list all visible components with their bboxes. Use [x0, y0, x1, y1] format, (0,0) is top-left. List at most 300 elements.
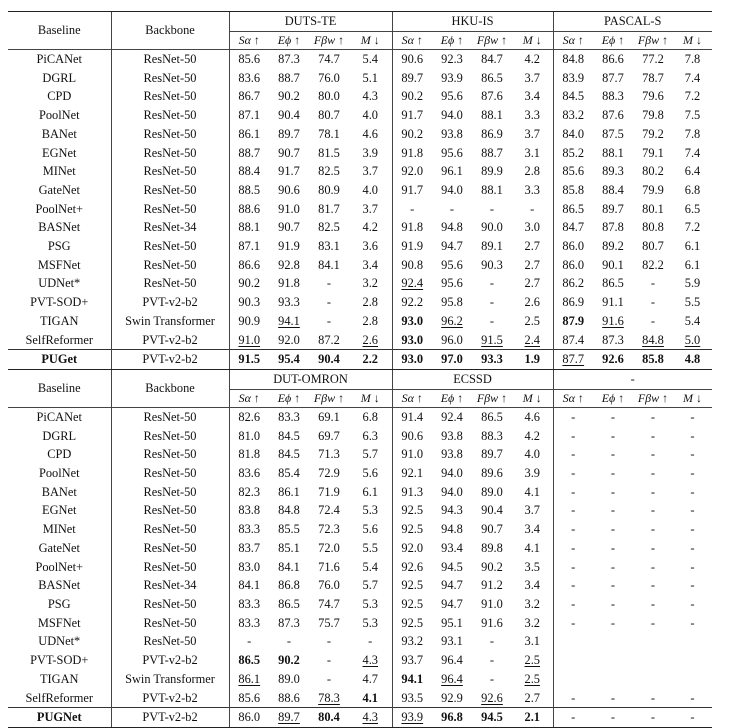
metric-value: 6.8 — [349, 407, 392, 426]
metric-label: Sα ↑ — [553, 389, 593, 407]
metric-value: 91.0 — [481, 596, 503, 611]
metric-value: 84.1 — [229, 576, 269, 595]
method-name: PSG — [47, 239, 71, 254]
metric-value: 90.2 — [481, 559, 503, 574]
metric-value: - — [229, 632, 269, 651]
metric-value: 5.0 — [684, 332, 701, 347]
metric-value: 84.7 — [472, 50, 512, 69]
metric-value: - — [690, 484, 695, 499]
metric-value: 80.7 — [318, 108, 340, 123]
metric-value: 5.5 — [362, 540, 378, 555]
method-backbone: ResNet-50 — [111, 464, 229, 483]
metric-value: 83.2 — [553, 106, 593, 125]
metric-value: 84.5 — [278, 447, 300, 462]
table-row — [8, 106, 712, 125]
metric-value: - — [650, 428, 656, 443]
metric-value: 80.7 — [642, 239, 664, 254]
metric-value: 83.0 — [229, 558, 269, 577]
metric-value: 96.4 — [441, 653, 463, 668]
table-row — [8, 445, 712, 464]
metric-value: - — [286, 634, 292, 649]
method-name: EGNet — [42, 145, 77, 160]
metric-value: 4.2 — [512, 50, 553, 69]
metric-value: 3.7 — [524, 503, 540, 518]
results-table — [8, 11, 712, 728]
metric-value: 82.2 — [642, 257, 664, 272]
method-backbone: ResNet-50 — [111, 558, 229, 577]
metric-value: 74.7 — [309, 50, 349, 69]
metric-value: 7.8 — [684, 126, 701, 141]
method-backbone: ResNet-34 — [111, 576, 229, 595]
method-name: PSG — [47, 596, 71, 611]
metric-value: 89.7 — [602, 201, 624, 216]
metric-value: - — [593, 708, 633, 728]
metric-value: 86.9 — [553, 293, 593, 312]
metric-value: 87.5 — [602, 126, 624, 141]
metric-value: - — [690, 615, 695, 630]
metric-value: 92.6 — [593, 350, 633, 370]
metric-value: 6.8 — [684, 182, 701, 197]
metric-value: 90.2 — [229, 274, 269, 293]
metric-value: 83.7 — [229, 539, 269, 558]
metric-value: - — [553, 539, 593, 558]
metric-value: - — [610, 690, 616, 705]
metric-value: 88.3 — [481, 428, 503, 443]
metric-value: 87.2 — [318, 332, 340, 347]
metric-value: 93.5 — [392, 689, 432, 708]
table-row — [8, 125, 712, 144]
metric-value: 85.1 — [278, 540, 300, 555]
metric-value: 94.0 — [441, 466, 463, 481]
metric-value — [593, 670, 633, 689]
metric-value: 93.9 — [392, 708, 432, 728]
metric-value: 89.6 — [481, 466, 503, 481]
baseline-header: Baseline — [37, 381, 81, 396]
metric-value: 6.3 — [362, 428, 378, 443]
metric-value: 78.3 — [318, 690, 340, 705]
backbone-header: Backbone — [111, 369, 229, 407]
metric-value: - — [610, 447, 616, 462]
metric-value: 91.8 — [392, 218, 432, 237]
metric-value: 85.2 — [553, 144, 593, 163]
metric-value: 93.8 — [441, 428, 463, 443]
metric-value: - — [593, 407, 633, 426]
metric-value: - — [610, 596, 616, 611]
metric-value: 7.4 — [684, 70, 701, 85]
metric-value: 88.4 — [229, 162, 269, 181]
metric-label: M ↓ — [683, 33, 702, 47]
metric-value: 94.0 — [441, 182, 463, 197]
metric-value: 86.1 — [229, 125, 269, 144]
metric-value: 91.4 — [392, 407, 432, 426]
metric-value: 4.3 — [362, 89, 378, 104]
metric-value: 88.6 — [229, 200, 269, 219]
metric-label: Sα ↑ — [553, 32, 593, 50]
metric-value: 92.5 — [392, 576, 432, 595]
metric-value: 94.1 — [392, 670, 432, 689]
metric-value: 92.5 — [392, 501, 432, 520]
metric-value: - — [650, 447, 656, 462]
metric-value: 96.0 — [441, 332, 463, 347]
metric-value: 2.5 — [524, 653, 540, 668]
metric-label: Eϕ ↑ — [440, 390, 464, 405]
table-row — [8, 464, 712, 483]
metric-value: - — [690, 540, 695, 555]
metric-value: 78.1 — [318, 126, 340, 141]
method-backbone: PVT-v2-b2 — [111, 331, 229, 350]
metric-value: 93.0 — [392, 350, 432, 370]
table-row — [8, 331, 712, 350]
metric-value: 86.6 — [229, 256, 269, 275]
metric-value: 2.1 — [512, 708, 553, 728]
metric-value: 94.7 — [441, 578, 463, 593]
metric-value: 80.4 — [309, 708, 349, 728]
metric-value: 5.3 — [362, 596, 378, 611]
metric-value: 94.5 — [472, 708, 512, 728]
method-backbone: ResNet-50 — [111, 144, 229, 163]
table-row — [8, 293, 712, 312]
method-name: SelfReformer — [25, 332, 93, 347]
metric-value: 5.3 — [362, 503, 378, 518]
metric-value: 69.7 — [318, 428, 340, 443]
metric-value: 90.6 — [278, 182, 300, 197]
metric-value: 83.3 — [229, 595, 269, 614]
metric-label: Eϕ ↑ — [440, 33, 464, 47]
metric-value: 3.2 — [362, 276, 378, 291]
metric-value: 92.2 — [392, 293, 432, 312]
metric-value: - — [690, 503, 695, 518]
metric-value: 3.7 — [524, 126, 540, 141]
metric-value: 93.1 — [441, 634, 463, 649]
metric-value: 90.1 — [602, 257, 624, 272]
metric-value: 95.6 — [441, 276, 463, 291]
metric-value: 2.8 — [362, 313, 378, 328]
method-backbone: PVT-v2-b2 — [111, 293, 229, 312]
metric-value: 86.0 — [229, 708, 269, 728]
metric-value: - — [650, 484, 656, 499]
metric-value: 3.1 — [524, 145, 540, 160]
metric-value: 83.6 — [229, 69, 269, 88]
metric-value: 82.6 — [229, 407, 269, 426]
metric-value: 5.6 — [362, 522, 378, 537]
metric-label: Fβw ↑ — [313, 390, 345, 405]
method-name: PoolNet+ — [35, 201, 84, 216]
table-row — [8, 483, 712, 502]
metric-value: - — [610, 559, 616, 574]
dataset-header: ECSSD — [392, 369, 553, 389]
metric-value: 87.6 — [602, 108, 624, 123]
metric-value: - — [553, 689, 593, 708]
method-name: PoolNet — [38, 108, 80, 123]
metric-value: 2.4 — [524, 332, 540, 347]
metric-value: 88.3 — [602, 89, 624, 104]
method-name: PVT-SOD+ — [30, 295, 89, 310]
metric-value: 91.6 — [481, 615, 503, 630]
metric-value: 95.4 — [269, 350, 309, 370]
metric-value: - — [690, 578, 695, 593]
metric-value: 3.3 — [524, 108, 540, 123]
table-row — [8, 651, 712, 670]
metric-value: 94.7 — [441, 596, 463, 611]
metric-value: 89.7 — [278, 126, 300, 141]
metric-value — [553, 632, 593, 651]
metric-value: 96.2 — [441, 313, 463, 328]
method-name: BANet — [41, 126, 77, 141]
metric-value: 71.3 — [318, 447, 340, 462]
metric-value: 91.9 — [392, 237, 432, 256]
metric-value: 5.9 — [684, 276, 701, 291]
metric-value: 89.0 — [481, 484, 503, 499]
metric-value: 93.0 — [392, 312, 432, 331]
metric-value: 95.1 — [441, 615, 463, 630]
metric-value: 95.6 — [441, 89, 463, 104]
method-name: GateNet — [38, 540, 80, 555]
metric-value: 86.5 — [553, 200, 593, 219]
metric-value: 86.9 — [481, 126, 503, 141]
table-row — [8, 689, 712, 708]
metric-value: - — [553, 595, 593, 614]
metric-value: 4.2 — [524, 428, 540, 443]
method-name: PiCANet — [8, 50, 111, 69]
metric-value: 92.0 — [278, 332, 300, 347]
method-backbone: ResNet-50 — [111, 200, 229, 219]
table-row — [8, 256, 712, 275]
table-row — [8, 218, 712, 237]
metric-value: 96.4 — [441, 671, 463, 686]
metric-value — [593, 651, 633, 670]
method-backbone: Swin Transformer — [111, 312, 229, 331]
metric-label: M ↓ — [522, 33, 542, 47]
metric-value: - — [489, 653, 495, 668]
table-row — [8, 200, 712, 219]
metric-value: 93.4 — [441, 540, 463, 555]
metric-value: 95.6 — [441, 257, 463, 272]
metric-label: Fβw ↑ — [476, 33, 508, 47]
metric-value: 86.5 — [602, 276, 624, 291]
metric-label: Sα ↑ — [229, 32, 269, 50]
baseline-header: Baseline — [8, 12, 111, 50]
metric-value: - — [326, 653, 332, 668]
table-row — [8, 162, 712, 181]
metric-value: 3.3 — [524, 182, 540, 197]
metric-value: - — [673, 407, 712, 426]
metric-value: - — [326, 634, 332, 649]
metric-value: 89.3 — [602, 164, 624, 179]
metric-value: 93.9 — [441, 70, 463, 85]
method-name: DGRL — [42, 428, 77, 443]
metric-value: - — [690, 522, 695, 537]
method-backbone: PVT-v2-b2 — [111, 689, 229, 708]
metric-value: 89.9 — [481, 164, 503, 179]
metric-value: 97.0 — [432, 350, 472, 370]
method-backbone: ResNet-50 — [111, 539, 229, 558]
metric-value: - — [368, 634, 373, 649]
metric-value: - — [650, 313, 656, 328]
method-backbone: ResNet-50 — [111, 407, 229, 426]
metric-value: 85.8 — [633, 350, 673, 370]
metric-value: 80.1 — [642, 201, 664, 216]
metric-value: 88.1 — [481, 182, 503, 197]
metric-value: 3.9 — [524, 466, 540, 481]
method-name: UDNet* — [38, 276, 81, 291]
metric-value: 86.5 — [481, 70, 503, 85]
metric-value: 91.1 — [602, 295, 624, 310]
metric-label: M ↓ — [522, 390, 542, 405]
metric-label: Fβw ↑ — [637, 390, 669, 405]
metric-value — [673, 632, 712, 651]
metric-value: 90.7 — [278, 145, 300, 160]
metric-value: 91.5 — [481, 332, 503, 347]
metric-label: Sα ↑ — [229, 389, 269, 407]
metric-value: 81.5 — [318, 145, 340, 160]
metric-value: 85.8 — [553, 181, 593, 200]
method-name: BASNet — [38, 220, 81, 235]
metric-value: 84.1 — [278, 559, 300, 574]
table-row — [8, 427, 712, 446]
metric-value: 3.4 — [524, 578, 540, 593]
metric-value: 7.5 — [684, 108, 701, 123]
metric-value: 90.6 — [392, 427, 432, 446]
metric-value: - — [650, 596, 656, 611]
metric-value: - — [326, 276, 332, 291]
metric-value: 72.4 — [318, 503, 340, 518]
table-row — [8, 312, 712, 331]
metric-label: Sα ↑ — [392, 389, 432, 407]
metric-value — [553, 651, 593, 670]
metric-value: 92.3 — [432, 50, 472, 69]
metric-value: - — [610, 503, 616, 518]
metric-value: 92.8 — [278, 257, 300, 272]
metric-value: 96.1 — [441, 164, 463, 179]
table-row — [8, 670, 712, 689]
method-name: TIGAN — [39, 313, 79, 328]
metric-value: 81.0 — [229, 427, 269, 446]
metric-value: 88.4 — [602, 182, 624, 197]
metric-value: 2.5 — [524, 313, 540, 328]
metric-value — [673, 670, 712, 689]
method-name: MINet — [42, 164, 76, 179]
metric-value: 88.1 — [481, 108, 503, 123]
metric-value — [593, 632, 633, 651]
method-backbone: ResNet-50 — [111, 427, 229, 446]
metric-value: 4.0 — [524, 447, 540, 462]
metric-value: 1.9 — [512, 350, 553, 370]
metric-value: 94.3 — [441, 503, 463, 518]
metric-value: 87.4 — [553, 331, 593, 350]
method-backbone: Swin Transformer — [111, 670, 229, 689]
metric-value: 94.0 — [441, 108, 463, 123]
method-backbone: ResNet-50 — [111, 87, 229, 106]
metric-value: 89.2 — [602, 239, 624, 254]
metric-value: - — [650, 559, 656, 574]
metric-value: 3.2 — [524, 615, 540, 630]
metric-value: - — [650, 522, 656, 537]
metric-value: 78.7 — [642, 70, 664, 85]
metric-value: 3.1 — [524, 634, 540, 649]
metric-value: 94.8 — [441, 220, 463, 235]
method-backbone: ResNet-50 — [111, 483, 229, 502]
metric-value: 2.7 — [524, 276, 540, 291]
metric-value — [673, 651, 712, 670]
metric-value: 82.5 — [318, 164, 340, 179]
metric-value: - — [610, 484, 616, 499]
method-backbone: ResNet-34 — [111, 218, 229, 237]
metric-value: 94.1 — [278, 313, 300, 328]
metric-value: - — [690, 690, 695, 705]
metric-value: 92.4 — [432, 407, 472, 426]
metric-label: Eϕ ↑ — [601, 33, 625, 47]
metric-value: 80.9 — [318, 182, 340, 197]
metric-value: 85.5 — [278, 522, 300, 537]
metric-value: 88.1 — [602, 145, 624, 160]
metric-value: 86.5 — [229, 651, 269, 670]
metric-value: - — [553, 445, 593, 464]
metric-value: - — [392, 200, 432, 219]
metric-value: 3.6 — [362, 239, 378, 254]
metric-value: 89.0 — [278, 671, 300, 686]
metric-value: - — [553, 614, 593, 633]
metric-value: - — [553, 520, 593, 539]
metric-value: 91.7 — [392, 181, 432, 200]
metric-value: 84.8 — [553, 50, 593, 69]
method-backbone: ResNet-50 — [111, 595, 229, 614]
metric-value: 90.4 — [309, 350, 349, 370]
metric-value: 5.1 — [362, 70, 378, 85]
metric-value: 3.4 — [362, 257, 378, 272]
metric-value: 94.8 — [441, 522, 463, 537]
metric-value: 85.4 — [278, 466, 300, 481]
metric-label: Sα ↑ — [392, 32, 432, 50]
method-backbone: ResNet-50 — [111, 162, 229, 181]
metric-value: 83.3 — [229, 520, 269, 539]
metric-value: - — [633, 708, 673, 728]
metric-value: - — [650, 276, 656, 291]
metric-value: - — [489, 313, 495, 328]
table-row — [8, 181, 712, 200]
metric-value: 92.5 — [392, 520, 432, 539]
metric-value: 91.0 — [229, 331, 269, 350]
metric-value: 87.1 — [229, 106, 269, 125]
metric-value: 79.1 — [642, 145, 664, 160]
metric-value: 6.1 — [684, 257, 701, 272]
method-backbone: ResNet-50 — [111, 256, 229, 275]
method-backbone: ResNet-50 — [111, 501, 229, 520]
metric-value: - — [633, 407, 673, 426]
metric-value: 91.0 — [392, 445, 432, 464]
metric-value: 93.3 — [278, 295, 300, 310]
method-backbone: PVT-v2-b2 — [111, 651, 229, 670]
metric-value: - — [489, 295, 495, 310]
metric-value: 83.3 — [229, 614, 269, 633]
metric-value: 5.7 — [362, 447, 378, 462]
metric-value: 3.9 — [362, 145, 378, 160]
metric-value: 83.9 — [553, 69, 593, 88]
metric-value: 3.2 — [524, 596, 540, 611]
method-name: MINet — [42, 522, 76, 537]
metric-value: 2.5 — [524, 671, 540, 686]
method-name: UDNet* — [38, 634, 81, 649]
metric-value: - — [610, 428, 616, 443]
metric-value: 92.5 — [392, 595, 432, 614]
method-name: DGRL — [42, 70, 77, 85]
metric-value: 96.8 — [432, 708, 472, 728]
metric-value: 92.5 — [392, 614, 432, 633]
metric-value: 84.8 — [278, 503, 300, 518]
metric-value: 89.1 — [481, 239, 503, 254]
metric-value: 90.2 — [392, 125, 432, 144]
metric-value: 7.8 — [673, 50, 712, 69]
metric-value: 89.8 — [481, 540, 503, 555]
